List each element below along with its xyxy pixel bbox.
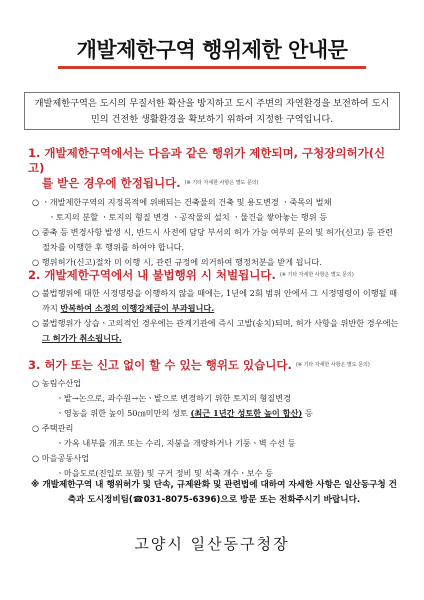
- section2-item1: [28, 286, 400, 316]
- section3-group-village: ○ 마을공동사업: [32, 453, 90, 463]
- section-permitted-acts: [28, 358, 400, 481]
- section1-heading: [28, 146, 400, 191]
- section2-item1-emphasis: 반복하여 소정의 이행강제금이 부과됩니다.: [60, 303, 215, 313]
- section3-farming-item2: [28, 406, 400, 421]
- section-penalties: [28, 268, 400, 346]
- section3-farming-item1: ㆍ밭→논으로, 과수원→논ㆍ밭으로 변경하기 위한 토지의 형질변경: [56, 393, 291, 403]
- section1-item3: ○ 행위허가(신고)절차 미 이행 시, 관련 규정에 의거하여 행정처분을 받게 됩니다.: [32, 257, 322, 267]
- section1-note: (※ 기타 자세한 사항은 별도 문의): [184, 180, 259, 186]
- section1-heading-a: 1. 개발제한구역에서는 다음과 같은 행위가 제한되며, 구청장의: [28, 146, 347, 160]
- section1-item1b: ㆍ토지의 분할 ㆍ토지의 형질 변경 ㆍ공작물의 설치 ㆍ물건을 쌓아놓는 행위 등: [48, 212, 328, 222]
- section1-item1: ○ ㆍ개발제한구역의 지정목적에 위배되는 건축물의 건축 및 용도변경 ㆍ죽목의 벌채: [32, 197, 332, 207]
- section3-housing-item1: ㆍ가옥 내부를 개조 또는 수리, 지붕을 개량하거나 기둥ㆍ벽 수선 등: [56, 438, 296, 448]
- section2-item1-text: ○ 불법행위에 대한 시정명령을 이행하지 않을 때에는, 1년에 2회 범위 안에서 그 시정명령이 이행될 때까지: [32, 288, 398, 313]
- section3-heading-text: 3. 허가 또는 신고 없이 할 수 있는 행위도 있습니다.: [28, 358, 292, 372]
- section3-group-housing: ○ 주택관리: [32, 423, 74, 433]
- section1-item2: ○ 중축 등 변경사항 발생 시, 반드시 사전에 담당 부서의 허가 가능 여부의 문의 및 허가(신고) 등 관련 절차를 이행한 후 행위를 하여야 합니다.: [32, 227, 393, 252]
- section3-note: (※ 기타 자세한 사항은 별도 문의): [295, 362, 370, 368]
- section1-heading-highlight: 허가(신고): [28, 146, 386, 175]
- section2-note: (※ 기타 자세한 사항은 별도 문의): [279, 272, 354, 278]
- section1-heading-b: 를 받은 경우에 한정됩니다.: [42, 176, 181, 190]
- section3-farming-item2-tail: 등: [302, 408, 313, 418]
- title-underline: [58, 66, 366, 69]
- contact-note: ※ 개발제한구역 내 행위허가 및 단속, 규제완화 및 관련법에 대하여 자세한 사항은 일산동구청 건축과 도시정비팀(☎031-8075-6396)으로 방문 또는 전화주시기 바랍니다.: [31, 480, 397, 505]
- section2-item2-text: ○ 불법행위가 상습ㆍ고의적인 경우에는 관계기관에 즉시 고발(송치)되며, 허가 사항을 위반한 경우에는: [32, 318, 399, 328]
- section3-village-item1: ㆍ마을도로(진입로 포함) 및 구거 정비 및 석축 개수ㆍ보수 등: [56, 468, 274, 478]
- section3-heading: [28, 358, 400, 373]
- page-title: 개발제한구역 행위제한 안내문: [76, 38, 348, 62]
- issuer-signature: 고양시 일산동구청장: [134, 535, 290, 553]
- section3-farming-item2-text: ㆍ영농을 위한 높이 50㎝미만의 성토: [56, 408, 191, 418]
- section2-item2-emphasis: 그 허가가 취소됩니다.: [42, 333, 122, 343]
- section2-heading-text: 2. 개발제한구역에서 내 불법행위 시 처벌됩니다.: [28, 268, 276, 282]
- intro-box: 개발제한구역은 도시의 무질서한 확산을 방지하고 도시 주변의 자연환경을 보전하여 도시민의 건전한 생활환경을 확보하기 위하여 지정한 구역입니다.: [24, 92, 400, 130]
- section2-heading: [28, 268, 400, 283]
- section-restricted-acts: [28, 146, 400, 270]
- section2-item2: [28, 316, 400, 346]
- section3-farming-item2-emphasis: (최근 1년간 성토한 높이 합산): [190, 408, 303, 418]
- section3-group-farming: ○ 농림수산업: [32, 378, 82, 388]
